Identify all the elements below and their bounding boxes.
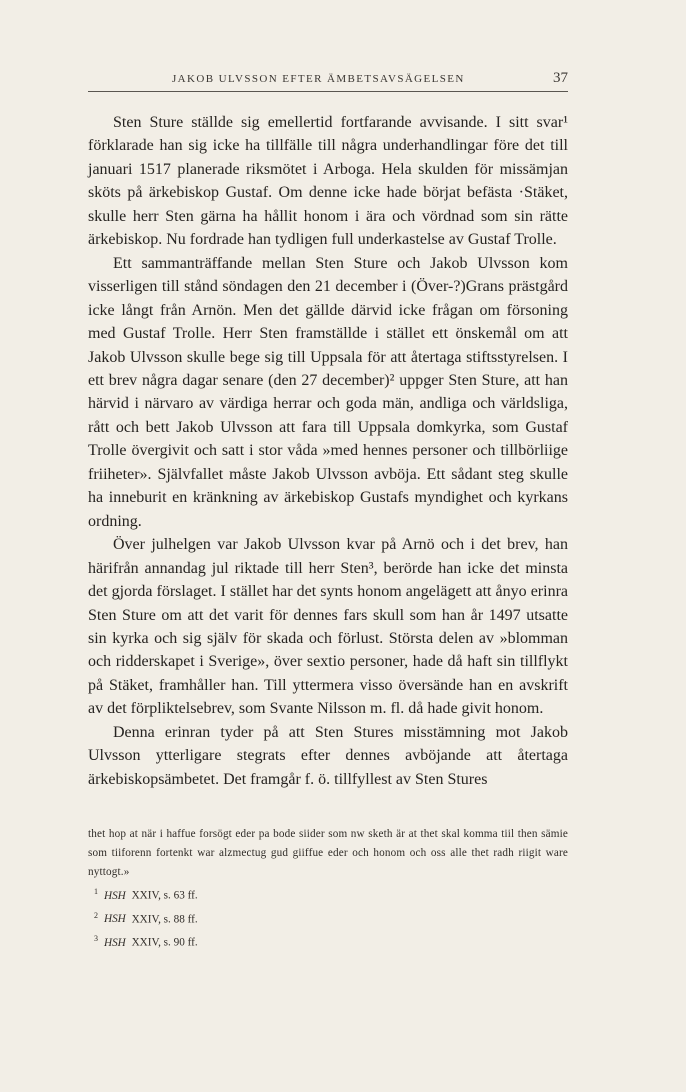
footnote-quote: thet hop at när i haffue forsögt eder pa bode siider som nw sketh är at thet skal komma tiil then sämie som tiiforenn fortenkt war alzmectug gud giiffue eder och honom och oss alle thet radh riigit ware nyttogt.» (88, 828, 568, 878)
footnote-3 (88, 929, 568, 953)
footnote-mark: 1 (94, 887, 98, 896)
footnote-source: HSH (104, 889, 126, 902)
footnote-ref: XXIV, s. 63 ff. (131, 889, 198, 902)
paragraph: Sten Sture ställde sig emellertid fortfarande avvisande. I sitt svar¹ förklarade han sig icke ha tillfälle till några underhandlingar före det till januari 1517 planerade riksmötet i Arboga. Hela skulden för missämjan sköts på ärkebiskop Gustaf. Om denne icke hade börjat befästa ·Stäket, skulle herr Sten gärna ha hållit honom i ära och vördnad som sin rätte ärkebiskop. Nu fordrade han tydligen full underkastelse av Gustaf Trolle. (88, 114, 568, 249)
footnote-mark: 3 (94, 934, 98, 944)
footnote-source: HSH (104, 937, 126, 950)
paragraph: Ett sammanträffande mellan Sten Sture och Jakob Ulvsson kom visserligen till stånd söndagen den 21 december i (Över-?)Grans prästgård icke långt från Arnön. Men det gällde därvid icke frågan om försoning med Gustaf Trolle. Herr Sten framställde i stället ett önskemål om att Jakob Ulvsson skulle bege sig till Uppsala för att återtaga stiftsstyrelsen. I ett brev några dagar senare (den 27 december)² uppger Sten Sture, att han härvid i närvaro av värdiga herrar och goda män, andliga och världsliga, rått och bett Jakob Ulvsson att fara till Uppsala domkyrka, som Gustaf Trolle övergivit och satt i stor våda »med hennes personer och tillbörliige friiheter». Självfallet måste Jakob Ulvsson avböja. Ett sådant steg skulle ha inneburit en kränkning av ärkebiskop Gustafs myndighet och kyrkans ordning. (88, 254, 568, 530)
header-rule (88, 91, 568, 92)
footnote-source: HSH (104, 913, 126, 926)
footnote-ref: XXIV, s. 90 ff. (131, 937, 198, 950)
footnote-ref: XXIV, s. 88 ff. (131, 913, 198, 926)
paragraph: Över julhelgen var Jakob Ulvsson kvar på Arnö och i det brev, han härifrån annandag jul riktade till herr Sten³, berörde han icke det minsta det gjorda förslaget. I stället har det synts honom angelägett att ånyo erinra Sten Sture om att det varit för dennes fars skull som han år 1497 utsatte sin kyrka och sig själv för skada och förlust. Största delen av »blomman och ridderskapet i Sverige», över sextio personer, hade då haft sin tillflykt på Stäket, framhåller han. Till yttermera visso översände han en avskrift av det förpliktelsebrev, som Svante Nilsson m. fl. då hade givit honom. (88, 536, 568, 718)
footnotes (88, 825, 568, 953)
footnote-mark: 2 (94, 910, 98, 920)
page-number: 37 (553, 70, 568, 86)
body-text (88, 111, 568, 791)
footnote-2 (88, 906, 568, 930)
paragraph: Denna erinran tyder på att Sten Stures misstämning mot Jakob Ulvsson ytterligare stegrats efter dennes avböjande att återtaga ärkebiskopsämbetet. Det framgår f. ö. tillfyllest av Sten Stures (88, 723, 568, 788)
footnote-1 (88, 882, 568, 906)
page-header (88, 68, 568, 90)
running-title: JAKOB ULVSSON EFTER ÄMBETSAVSÄGELSEN (172, 73, 465, 85)
